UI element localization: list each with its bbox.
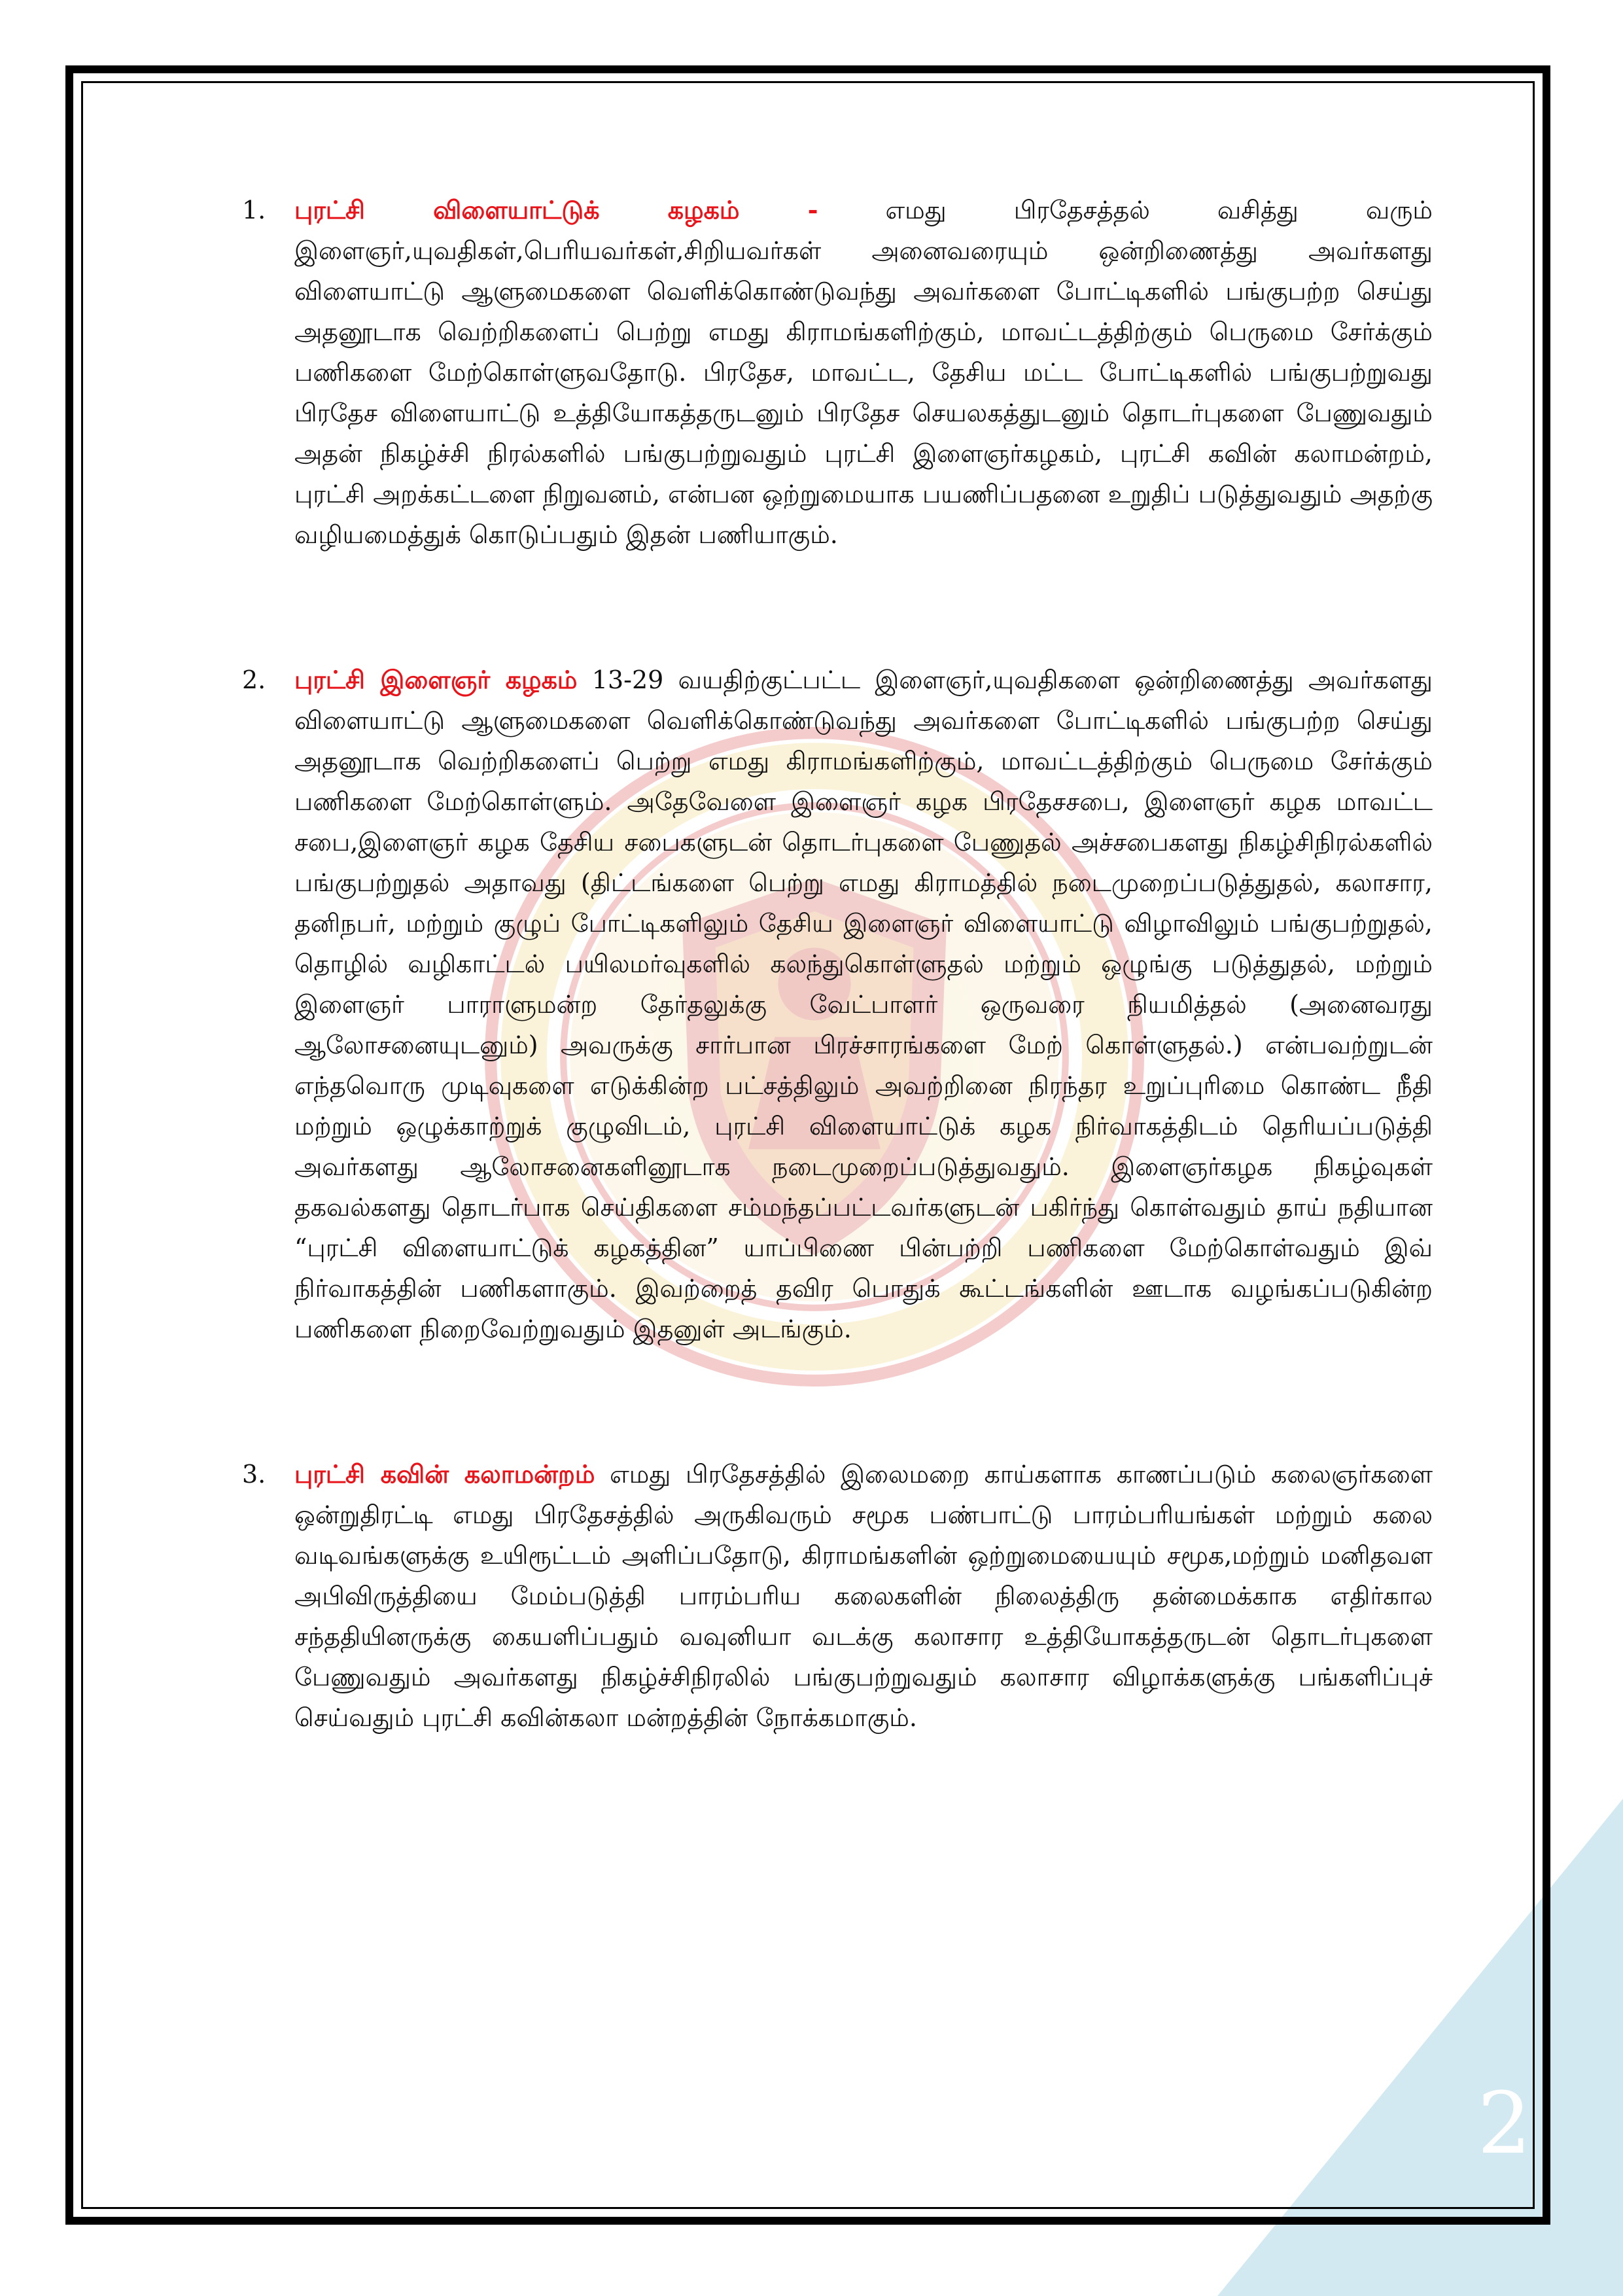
- list-number: 2.: [242, 665, 266, 694]
- list-number: 3.: [242, 1460, 266, 1489]
- item-body: எமது பிரதேசத்தில் இலைமறை காய்களாக காணப்படும் கலைஞர்களை ஒன்றுதிரட்டி எமது பிரதேசத்தில் அருகிவரும் சமூக பண்பாட்டு பாரம்பரியங்கள் மற்றும் கலை வடிவங்களுக்கு உயிரூட்டம் அளிப்பதோடு, கிராமங்களின் ஒற்றுமையையும் சமூக,மற்றும் மனிதவள அபிவிருத்தியை மேம்படுத்தி பாரம்பரிய கலைகளின் நிலைத்திரு தன்மைக்காக எதிர்கால சந்ததியினருக்கு கையளிப்பதும் வவுனியா வடக்கு கலாசார உத்தியோகத்தருடன் தொடர்புகளை பேணுவதும் அவர்களது நிகழ்ச்சிநிரலில் பங்குபற்றுவதும் கலாசார விழாக்களுக்கு பங்களிப்புச் செய்வதும் புரட்சி கவின்கலா மன்றத்தின் நோக்கமாகும்.: [294, 1460, 1433, 1732]
- list-item-youth-club: [242, 660, 1433, 1349]
- item-body: எமது பிரதேசத்தல் வசித்து வரும் இளைஞர்,யுவதிகள்,பெரியவர்கள்,சிறியவர்கள் அனைவரையும் ஒன்றிணைத்து அவர்களது விளையாட்டு ஆளுமைகளை வெளிக்கொண்டுவந்து அவர்களை போட்டிகளில் பங்குபற்ற செய்து அதனூடாக வெற்றிகளைப் பெற்று எமது கிராமங்களிற்கும், மாவட்டத்திற்கும் பெருமை சேர்க்கும் பணிகளை மேற்கொள்ளுவதோடு. பிரதேச, மாவட்ட, தேசிய மட்ட போட்டிகளில் பங்குபற்றுவது பிரதேச விளையாட்டு உத்தியோகத்தருடனும் பிரதேச செயலகத்துடனும் தொடர்புகளை பேணுவதும் அதன் நிகழ்ச்சி நிரல்களில் பங்குபற்றுவதும் புரட்சி இளைஞர்கழகம், புரட்சி கவின் கலாமன்றம், புரட்சி அறக்கட்டளை நிறுவனம், என்பன ஒற்றுமையாக பயணிப்பதனை உறுதிப் படுத்துவதும் அதற்கு வழியமைத்துக் கொடுப்பதும் இதன் பணியாகும்.: [294, 196, 1433, 549]
- item-title: புரட்சி கவின் கலாமன்றம்: [294, 1459, 595, 1489]
- document-body: [242, 190, 1433, 1738]
- item-title: புரட்சி விளையாட்டுக் கழகம் -: [294, 195, 818, 224]
- item-title: புரட்சி இளைஞர் கழகம்: [294, 665, 578, 694]
- list-item-sports-club: [242, 190, 1433, 555]
- list-number: 1.: [242, 196, 266, 224]
- item-body: 13-29 வயதிற்குட்பட்ட இளைஞர்,யுவதிகளை ஒன்றிணைத்து அவர்களது விளையாட்டு ஆளுமைகளை வெளிக்கொண்டுவந்து அவர்களை போட்டிகளில் பங்குபற்ற செய்து அதனூடாக வெற்றிகளைப் பெற்று எமது கிராமங்களிற்கும், மாவட்டத்திற்கும் பெருமை சேர்க்கும் பணிகளை மேற்கொள்ளும். அதேவேளை இளைஞர் கழக பிரதேசசபை, இளைஞர் கழக மாவட்ட சபை,இளைஞர் கழக தேசிய சபைகளுடன் தொடர்புகளை பேணுதல் அச்சபைகளது நிகழ்சிநிரல்களில் பங்குபற்றுதல் அதாவது (திட்டங்களை பெற்று எமது கிராமத்தில் நடைமுறைப்படுத்துதல், கலாசார, தனிநபர், மற்றும் குழுப் போட்டிகளிலும் தேசிய இளைஞர் விளையாட்டு விழாவிலும் பங்குபற்றுதல், தொழில் வழிகாட்டல் பயிலமர்வுகளில் கலந்துகொள்ளுதல் மற்றும் ஒழுங்கு படுத்துதல், மற்றும் இளைஞர் பாராளுமன்ற தேர்தலுக்கு வேட்பாளர் ஒருவரை நியமித்தல் (அனைவரது ஆலோசனையுடனும்) அவருக்கு சார்பான பிரச்சாரங்களை மேற் கொள்ளுதல்.) என்பவற்றுடன் எந்தவொரு முடிவுகளை எடுக்கின்ற பட்சத்திலும் அவற்றினை நிரந்தர உறுப்புரிமை கொண்ட நீதி மற்றும் ஒழுக்காற்றுக் குழுவிடம், புரட்சி விளையாட்டுக் கழக நிர்வாகத்திடம் தெரியப்படுத்தி அவர்களது ஆலோசனைகளினூடாக நடைமுறைப்படுத்துவதும். இளைஞர்கழக நிகழ்வுகள் தகவல்களது தொடர்பாக செய்திகளை சம்மந்தப்பட்டவர்களுடன் பகிர்ந்து கொள்வதும் தாய் நதியான “புரட்சி விளையாட்டுக் கழகத்தின” யாப்பிணை பின்பற்றி பணிகளை மேற்கொள்வதும் இவ் நிர்வாகத்தின் பணிகளாகும். இவற்றைத் தவிர பொதுக் கூட்டங்களின் ஊடாக வழங்கப்படுகின்ற பணிகளை நிறைவேற்றுவதும் இதனுள் அடங்கும்.: [294, 665, 1433, 1343]
- list-item-arts-society: [242, 1454, 1433, 1738]
- page-number: 2: [1477, 2074, 1531, 2173]
